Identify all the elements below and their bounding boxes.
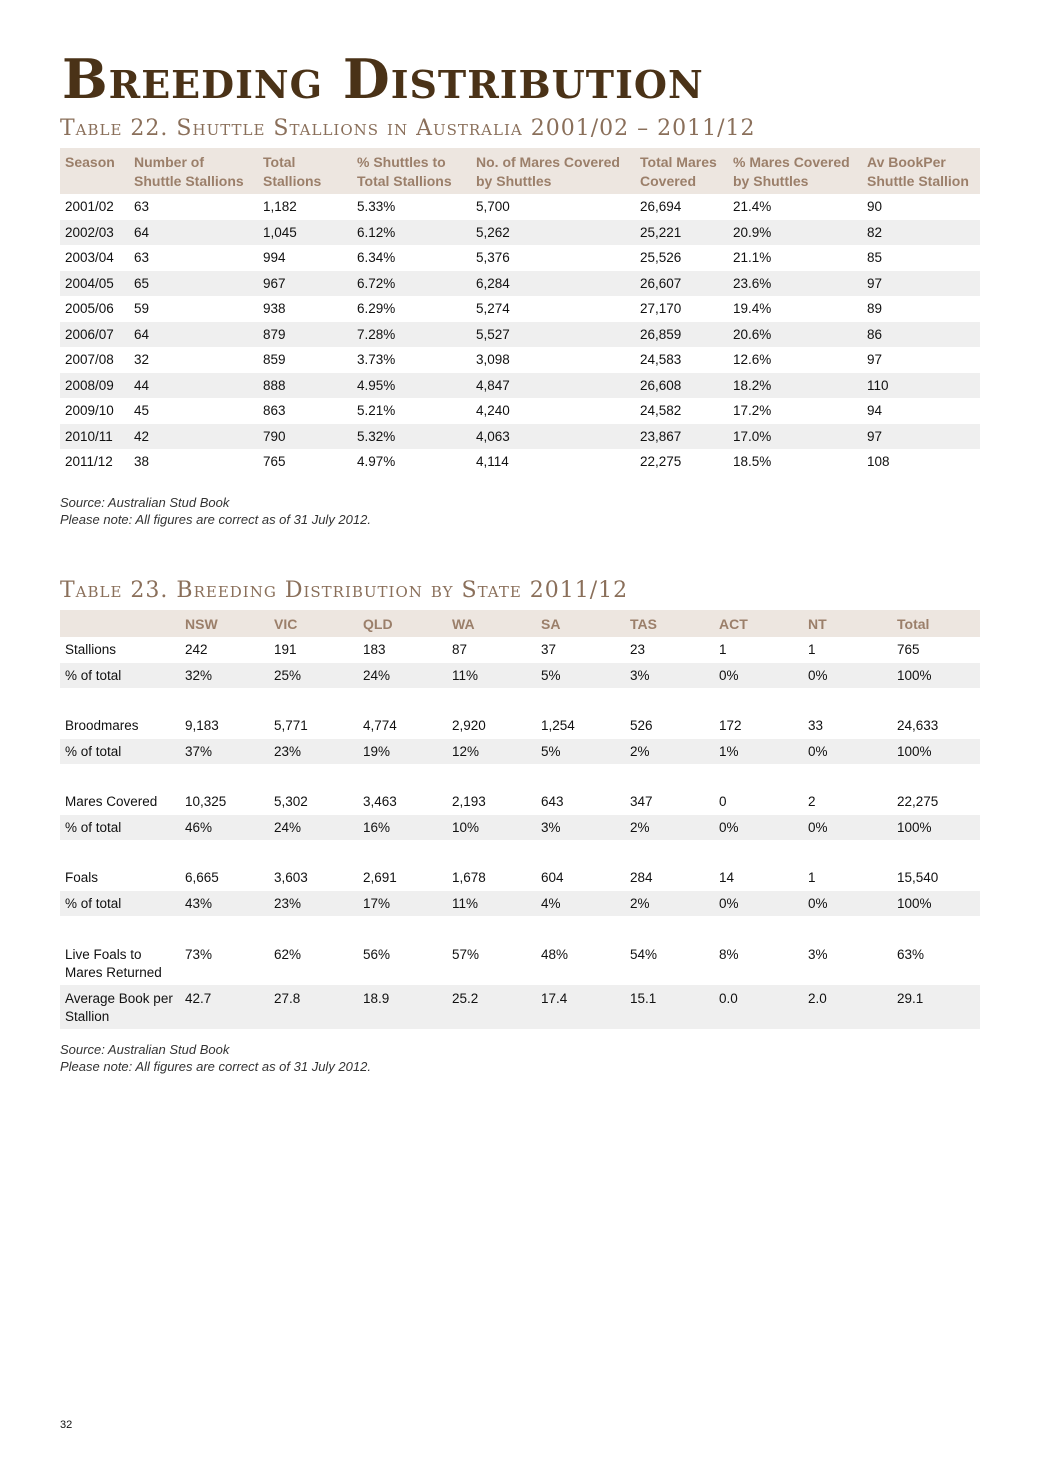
table-row (60, 398, 980, 424)
table-cell: 5,771 (274, 718, 308, 733)
table-cell: 86 (862, 322, 980, 348)
table-cell: 3,603 (274, 870, 308, 885)
table-row (60, 663, 980, 689)
table-cell: 4.95% (352, 373, 471, 399)
col-header-sa: SA (536, 610, 625, 637)
table-cell: 100% (892, 739, 980, 765)
row-spacer (60, 764, 980, 789)
table-cell: 97 (862, 271, 980, 297)
table-cell: 3% (625, 663, 714, 689)
table-cell: 859 (263, 352, 286, 367)
table-cell: 2003/04 (65, 250, 114, 265)
col-header-nsw: NSW (180, 610, 269, 637)
row-spacer (60, 840, 980, 865)
table-cell: % of total (60, 891, 180, 917)
table-cell: 45 (134, 403, 150, 418)
table-cell: 5.33% (357, 199, 396, 214)
table-cell: 12.6% (733, 352, 772, 367)
table-row (60, 373, 980, 399)
col-header-qld: QLD (358, 610, 447, 637)
table-cell: Average Book per Stallion (60, 985, 180, 1029)
table-cell: 0% (803, 815, 892, 841)
col-header-label (60, 610, 180, 637)
table-cell: 82 (862, 220, 980, 246)
table-cell: 17.4 (536, 985, 625, 1029)
table-cell: 37% (180, 739, 269, 765)
table-cell: 3% (536, 815, 625, 841)
table-cell: 938 (263, 301, 286, 316)
table-cell: 2010/11 (60, 424, 129, 450)
table-cell: 5% (536, 663, 625, 689)
table-cell: 5,302 (274, 794, 308, 809)
table-cell: 765 (263, 454, 286, 469)
col-header-av-book: Av BookPer Shuttle Stallion (862, 148, 980, 194)
table-cell: 2.0 (803, 985, 892, 1029)
table-cell: 0% (714, 815, 803, 841)
table-row (60, 789, 980, 815)
table-cell: 18.9 (358, 985, 447, 1029)
col-header-total-mares: Total Mares Covered (635, 148, 728, 194)
table-row (60, 985, 980, 1029)
table-cell: 2,691 (363, 870, 397, 885)
col-header-total-stallions: Total Stallions (258, 148, 352, 194)
table-cell: 2002/03 (60, 220, 129, 246)
distribution-by-state-table (60, 610, 980, 1029)
table-cell: 5% (536, 739, 625, 765)
table-cell: 9,183 (185, 718, 219, 733)
table-cell: 4,240 (476, 403, 510, 418)
table-cell: 22,275 (640, 454, 682, 469)
table-cell: Live Foals to Mares Returned (65, 947, 162, 980)
table-row (60, 194, 980, 220)
table-cell: 191 (274, 642, 297, 657)
table-cell: 26,859 (635, 322, 728, 348)
table-cell: 183 (363, 642, 386, 657)
table-cell: 4.97% (357, 454, 396, 469)
table-row (60, 815, 980, 841)
table-cell: 26,608 (635, 373, 728, 399)
table-cell: 85 (867, 250, 883, 265)
table-cell: 23% (269, 739, 358, 765)
table-cell: 46% (180, 815, 269, 841)
table-cell: 5,274 (476, 301, 510, 316)
table-cell: 17% (358, 891, 447, 917)
table-cell: 5.21% (357, 403, 396, 418)
table-cell: 347 (630, 794, 653, 809)
table-cell: 3% (808, 947, 828, 962)
table-cell: 32 (134, 352, 150, 367)
table-cell: 0.0 (714, 985, 803, 1029)
table-cell: 2008/09 (60, 373, 129, 399)
table-cell: 90 (867, 199, 883, 214)
table-cell: 100% (892, 663, 980, 689)
table-header-row (60, 610, 980, 637)
table-row (60, 245, 980, 271)
table-cell: 100% (892, 815, 980, 841)
col-header-season: Season (60, 148, 129, 194)
table-row (60, 322, 980, 348)
table-row (60, 347, 980, 373)
table-cell: 24% (269, 815, 358, 841)
table-cell: 2,920 (452, 718, 486, 733)
col-header-total: Total (892, 610, 980, 637)
table-cell: 19.4% (733, 301, 772, 316)
table-cell: 57% (452, 947, 480, 962)
table22-notes (60, 494, 371, 528)
table-row (60, 449, 980, 475)
table-row (60, 891, 980, 917)
spacer-cell (60, 764, 980, 789)
table-cell: 11% (447, 891, 536, 917)
table-cell: 64 (129, 322, 258, 348)
table-cell: 25,221 (635, 220, 728, 246)
table-cell: 790 (258, 424, 352, 450)
table-cell: 2% (625, 891, 714, 917)
table-cell: 59 (134, 301, 150, 316)
table-cell: 12% (447, 739, 536, 765)
table-cell: 6.34% (357, 250, 396, 265)
table-cell: 1,182 (263, 199, 297, 214)
table-cell: 26,607 (635, 271, 728, 297)
table-cell: 87 (452, 642, 468, 657)
table-cell: 2006/07 (60, 322, 129, 348)
table-cell: 7.28% (352, 322, 471, 348)
table-cell: 63 (134, 199, 150, 214)
table-cell: 65 (129, 271, 258, 297)
table-cell: 1 (808, 870, 816, 885)
table-cell: 2001/02 (65, 199, 114, 214)
table-cell: 967 (258, 271, 352, 297)
col-header-tas: TAS (625, 610, 714, 637)
table-cell: 2,193 (452, 794, 486, 809)
table-cell: Broodmares (65, 718, 139, 733)
table23-title: Table 23. Breeding Distribution by State 2011/12 (60, 578, 629, 603)
table-cell: 4,063 (471, 424, 635, 450)
table-cell: 43% (180, 891, 269, 917)
table-cell: 0% (714, 891, 803, 917)
table-cell: 38 (134, 454, 150, 469)
table-cell: 10,325 (185, 794, 227, 809)
table-cell: 42.7 (180, 985, 269, 1029)
source-note: Source: Australian Stud Book (60, 1042, 230, 1057)
table-cell: 765 (897, 642, 920, 657)
table-cell: 4,774 (363, 718, 397, 733)
table-row (60, 637, 980, 663)
table-cell: 26,694 (640, 199, 682, 214)
table-cell: % of total (60, 739, 180, 765)
table-cell: 16% (358, 815, 447, 841)
page-title: Breeding Distribution (62, 47, 704, 111)
table-cell: 18.2% (728, 373, 862, 399)
table-cell: 20.9% (728, 220, 862, 246)
table-cell: 5,376 (476, 250, 510, 265)
table-cell: 23% (269, 891, 358, 917)
disclaimer-note: Please note: All figures are correct as of 31 July 2012. (60, 1059, 371, 1074)
col-header-nt: NT (803, 610, 892, 637)
table-cell: 110 (862, 373, 980, 399)
table-cell: 25% (269, 663, 358, 689)
table-cell: 172 (719, 718, 742, 733)
spacer-cell (60, 688, 980, 713)
table-cell: Stallions (65, 642, 117, 657)
table-cell: 97 (867, 352, 883, 367)
table-cell: 25,526 (640, 250, 682, 265)
table-cell: 100% (892, 891, 980, 917)
table-cell: 2007/08 (65, 352, 114, 367)
table-cell: 14 (719, 870, 735, 885)
table-cell: 94 (867, 403, 883, 418)
table-cell: 0% (803, 739, 892, 765)
table-cell: 5,700 (476, 199, 510, 214)
table-cell: 2 (808, 794, 816, 809)
table-cell: 879 (258, 322, 352, 348)
table-cell: 23 (630, 642, 646, 657)
table22-title: Table 22. Shuttle Stallions in Australia 2001/02 – 2011/12 (60, 116, 756, 141)
table-cell: 2011/12 (65, 454, 113, 469)
table-cell: 1% (714, 739, 803, 765)
table-cell: 0% (803, 891, 892, 917)
table-cell: 1 (719, 642, 727, 657)
col-header-act: ACT (714, 610, 803, 637)
table-cell: 17.2% (733, 403, 772, 418)
table-cell: 24,583 (640, 352, 682, 367)
table-row (60, 424, 980, 450)
source-note: Source: Australian Stud Book (60, 495, 230, 510)
table-cell: 8% (719, 947, 739, 962)
table-cell: 3,098 (476, 352, 510, 367)
row-spacer (60, 916, 980, 941)
table-cell: 33 (808, 718, 824, 733)
table-cell: 2004/05 (60, 271, 129, 297)
table-row (60, 941, 980, 985)
table-cell: 604 (541, 870, 564, 885)
table-cell: 89 (867, 301, 883, 316)
table-cell: 4% (536, 891, 625, 917)
table-cell: 18.5% (733, 454, 772, 469)
table-cell: 54% (630, 947, 658, 962)
table-cell: 1,678 (452, 870, 486, 885)
page-number: 32 (60, 1419, 73, 1431)
spacer-cell (60, 916, 980, 941)
col-header-shuttle-stallions: Number of Shuttle Stallions (129, 148, 258, 194)
table-row (60, 220, 980, 246)
table-row (60, 296, 980, 322)
table-cell: 23.6% (728, 271, 862, 297)
table-cell: 4,847 (471, 373, 635, 399)
table-cell: 5,527 (471, 322, 635, 348)
table-cell: 6,665 (185, 870, 219, 885)
table-cell: 994 (263, 250, 286, 265)
table-cell: 526 (630, 718, 653, 733)
table-cell: 3,463 (363, 794, 397, 809)
table-cell: 15,540 (897, 870, 939, 885)
table-cell: 23,867 (635, 424, 728, 450)
table-cell: 4,114 (476, 454, 509, 469)
table-cell: 3.73% (357, 352, 396, 367)
table-cell: 27,170 (640, 301, 682, 316)
table-cell: 64 (129, 220, 258, 246)
table-cell: 25.2 (447, 985, 536, 1029)
table-row (60, 739, 980, 765)
table-cell: 2% (625, 815, 714, 841)
spacer-cell (60, 840, 980, 865)
table-cell: 863 (263, 403, 286, 418)
table-cell: 888 (258, 373, 352, 399)
table-cell: 2005/06 (65, 301, 114, 316)
table-cell: 37 (541, 642, 557, 657)
table-cell: 5,262 (471, 220, 635, 246)
table-cell: 0% (714, 663, 803, 689)
table-cell: 5.32% (352, 424, 471, 450)
table-cell: 6.12% (352, 220, 471, 246)
table-cell: 24,582 (640, 403, 682, 418)
table-cell: 1,045 (258, 220, 352, 246)
table-cell: 1,254 (541, 718, 575, 733)
table-cell: 11% (447, 663, 536, 689)
table-cell: 97 (862, 424, 980, 450)
col-header-mares-by-shuttles: No. of Mares Covered by Shuttles (471, 148, 635, 194)
shuttle-stallions-table (60, 148, 980, 475)
table-row (60, 271, 980, 297)
col-header-pct-mares: % Mares Covered by Shuttles (728, 148, 862, 194)
row-spacer (60, 688, 980, 713)
table-cell: 108 (867, 454, 890, 469)
table-cell: 62% (274, 947, 302, 962)
table-cell: 44 (129, 373, 258, 399)
table-cell: 2009/10 (65, 403, 114, 418)
table-cell: 29.1 (892, 985, 980, 1029)
table-cell: 6.29% (357, 301, 396, 316)
table-cell: 0% (803, 663, 892, 689)
table-cell: 0 (719, 794, 727, 809)
table-cell: 21.1% (733, 250, 772, 265)
table-cell: 21.4% (733, 199, 772, 214)
table-cell: 643 (541, 794, 564, 809)
table-header-row (60, 148, 980, 194)
table-cell: 242 (185, 642, 208, 657)
table-cell: 42 (129, 424, 258, 450)
table-cell: 19% (358, 739, 447, 765)
table-cell: 2% (625, 739, 714, 765)
col-header-vic: VIC (269, 610, 358, 637)
table-cell: Mares Covered (65, 794, 158, 809)
table-cell: 56% (363, 947, 391, 962)
table-cell: 6.72% (352, 271, 471, 297)
table-cell: % of total (60, 815, 180, 841)
disclaimer-note: Please note: All figures are correct as of 31 July 2012. (60, 512, 371, 527)
table-cell: 17.0% (728, 424, 862, 450)
table-cell: 24,633 (897, 718, 939, 733)
table-cell: 48% (541, 947, 569, 962)
table-cell: 63 (134, 250, 150, 265)
table-row (60, 713, 980, 739)
table-cell: 73% (185, 947, 213, 962)
table-cell: 27.8 (269, 985, 358, 1029)
col-header-wa: WA (447, 610, 536, 637)
table-cell: 32% (180, 663, 269, 689)
table-cell: 1 (808, 642, 816, 657)
table-cell: 63% (897, 947, 925, 962)
table-cell: % of total (60, 663, 180, 689)
table-cell: 284 (630, 870, 653, 885)
table-cell: 10% (447, 815, 536, 841)
table-cell: 20.6% (728, 322, 862, 348)
table-cell: 15.1 (625, 985, 714, 1029)
table-row (60, 865, 980, 891)
table-cell: 22,275 (897, 794, 939, 809)
table-cell: Foals (65, 870, 99, 885)
table-cell: 6,284 (471, 271, 635, 297)
col-header-pct-shuttles: % Shuttles to Total Stallions (352, 148, 471, 194)
table23-notes (60, 1041, 371, 1075)
table-cell: 24% (358, 663, 447, 689)
